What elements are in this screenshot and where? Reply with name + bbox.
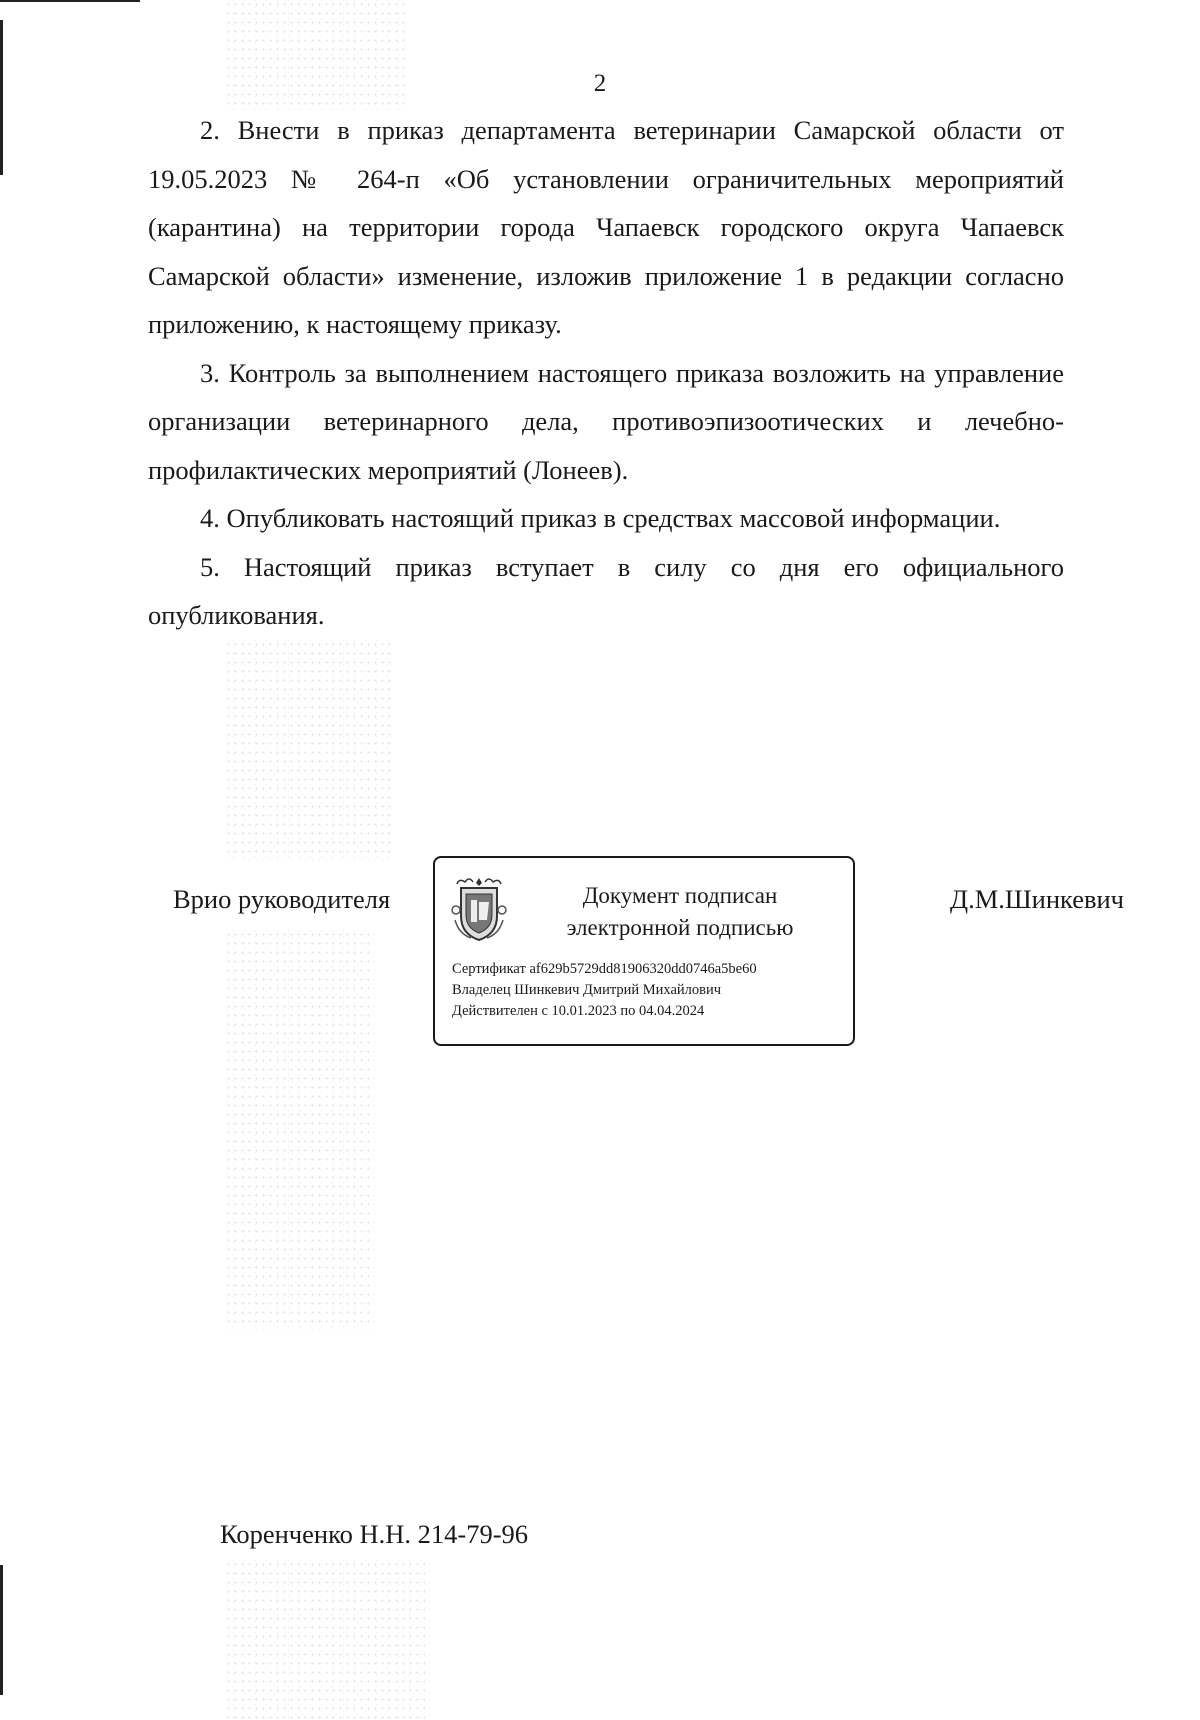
paragraph-4: 4. Опубликовать настоящий приказ в средствах массовой информации. — [200, 503, 1001, 533]
scan-noise — [225, 930, 375, 1330]
executor-contact: Коренченко Н.Н. 214-79-96 — [220, 1519, 529, 1549]
signature-stamp-heading — [545, 880, 815, 944]
signer-name: Д.М.Шинкевич — [950, 884, 1124, 914]
paragraph-3: 3. Контроль за выполнением настоящего приказа возложить на управление организации ветеринарного дела, противоэпизоотических и лечебно-профилактических мероприятий (Лонеев). — [148, 357, 1064, 485]
page-number: 2 — [593, 70, 607, 97]
signature-stamp-heading-line2: электронной подписью — [566, 915, 794, 940]
signature-stamp-heading-line1: Документ подписан — [582, 883, 778, 908]
scan-noise — [225, 640, 395, 860]
certificate-validity: Действителен с 10.01.2023 по 04.04.2024 — [452, 1003, 705, 1019]
paragraph-5: 5. Настоящий приказ вступает в силу со дня его официального опубликования. — [148, 551, 1064, 630]
scan-edge-mark — [0, 1565, 3, 1695]
paragraph-2: 2. Внести в приказ департамента ветеринарии Самарской области от 19.05.2023 № 264-п «Об установлении ограничительных мероприятий (карантина) на территории города Чапаевск городского округа Чапаевск Самарской области» изменение, изложив приложение 1 в редакции согласно приложению, к настоящему приказу. — [148, 115, 1064, 339]
coat-of-arms-icon — [451, 876, 507, 942]
signature-stamp-details — [452, 959, 757, 1022]
order-body — [148, 106, 1064, 640]
certificate-number: Сертификат af629b5729dd81906320dd0746a5be60 — [452, 961, 757, 977]
digital-signature-stamp — [433, 856, 855, 1046]
scan-noise — [225, 1560, 425, 1720]
certificate-owner: Владелец Шинкевич Дмитрий Михайлович — [452, 982, 722, 998]
signer-position-title: Врио руководителя — [173, 884, 391, 914]
scan-artifact-line — [0, 0, 140, 2]
